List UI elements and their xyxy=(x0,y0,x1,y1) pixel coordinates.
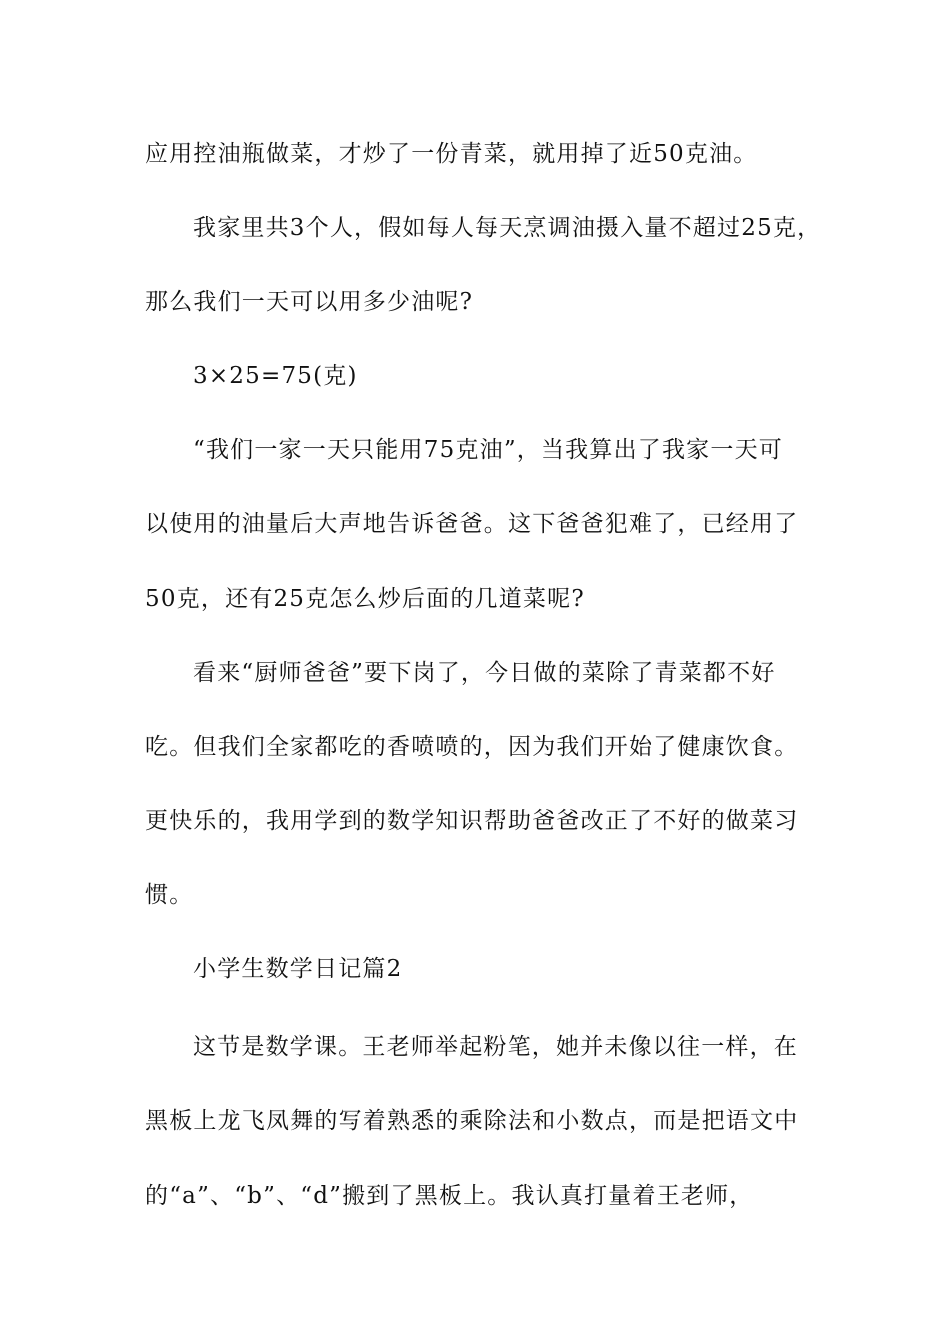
text-line: “我们一家一天只能用75克油”，当我算出了我家一天可 xyxy=(193,437,783,463)
text-line: 吃。但我们全家都吃的香喷喷的，因为我们开始了健康饮食。 xyxy=(145,734,799,760)
text-line: 应用控油瓶做菜，才炒了一份青菜，就用掉了近50克油。 xyxy=(145,141,758,167)
text-line: 那么我们一天可以用多少油呢? xyxy=(145,289,474,315)
text-line: 这节是数学课。王老师举起粉笔，她并未像以往一样，在 xyxy=(193,1034,798,1060)
text-line: 50克，还有25克怎么炒后面的几道菜呢? xyxy=(145,586,585,612)
text-line: 的“a”、“b”、“d”搬到了黑板上。我认真打量着王老师， xyxy=(145,1183,754,1209)
text-line: 惯。 xyxy=(145,882,194,908)
text-line: 更快乐的，我用学到的数学知识帮助爸爸改正了不好的做菜习 xyxy=(145,808,799,834)
text-line: 看来“厨师爸爸”要下岗了，今日做的菜除了青菜都不好 xyxy=(193,660,776,686)
section-heading: 小学生数学日记篇2 xyxy=(193,956,403,982)
text-line: 我家里共3个人，假如每人每天烹调油摄入量不超过25克， xyxy=(193,215,822,241)
text-line: 黑板上龙飞凤舞的写着熟悉的乘除法和小数点，而是把语文中 xyxy=(145,1108,799,1134)
equation-line: 3×25=75(克) xyxy=(193,363,358,389)
text-line: 以使用的油量后大声地告诉爸爸。这下爸爸犯难了，已经用了 xyxy=(145,511,799,537)
